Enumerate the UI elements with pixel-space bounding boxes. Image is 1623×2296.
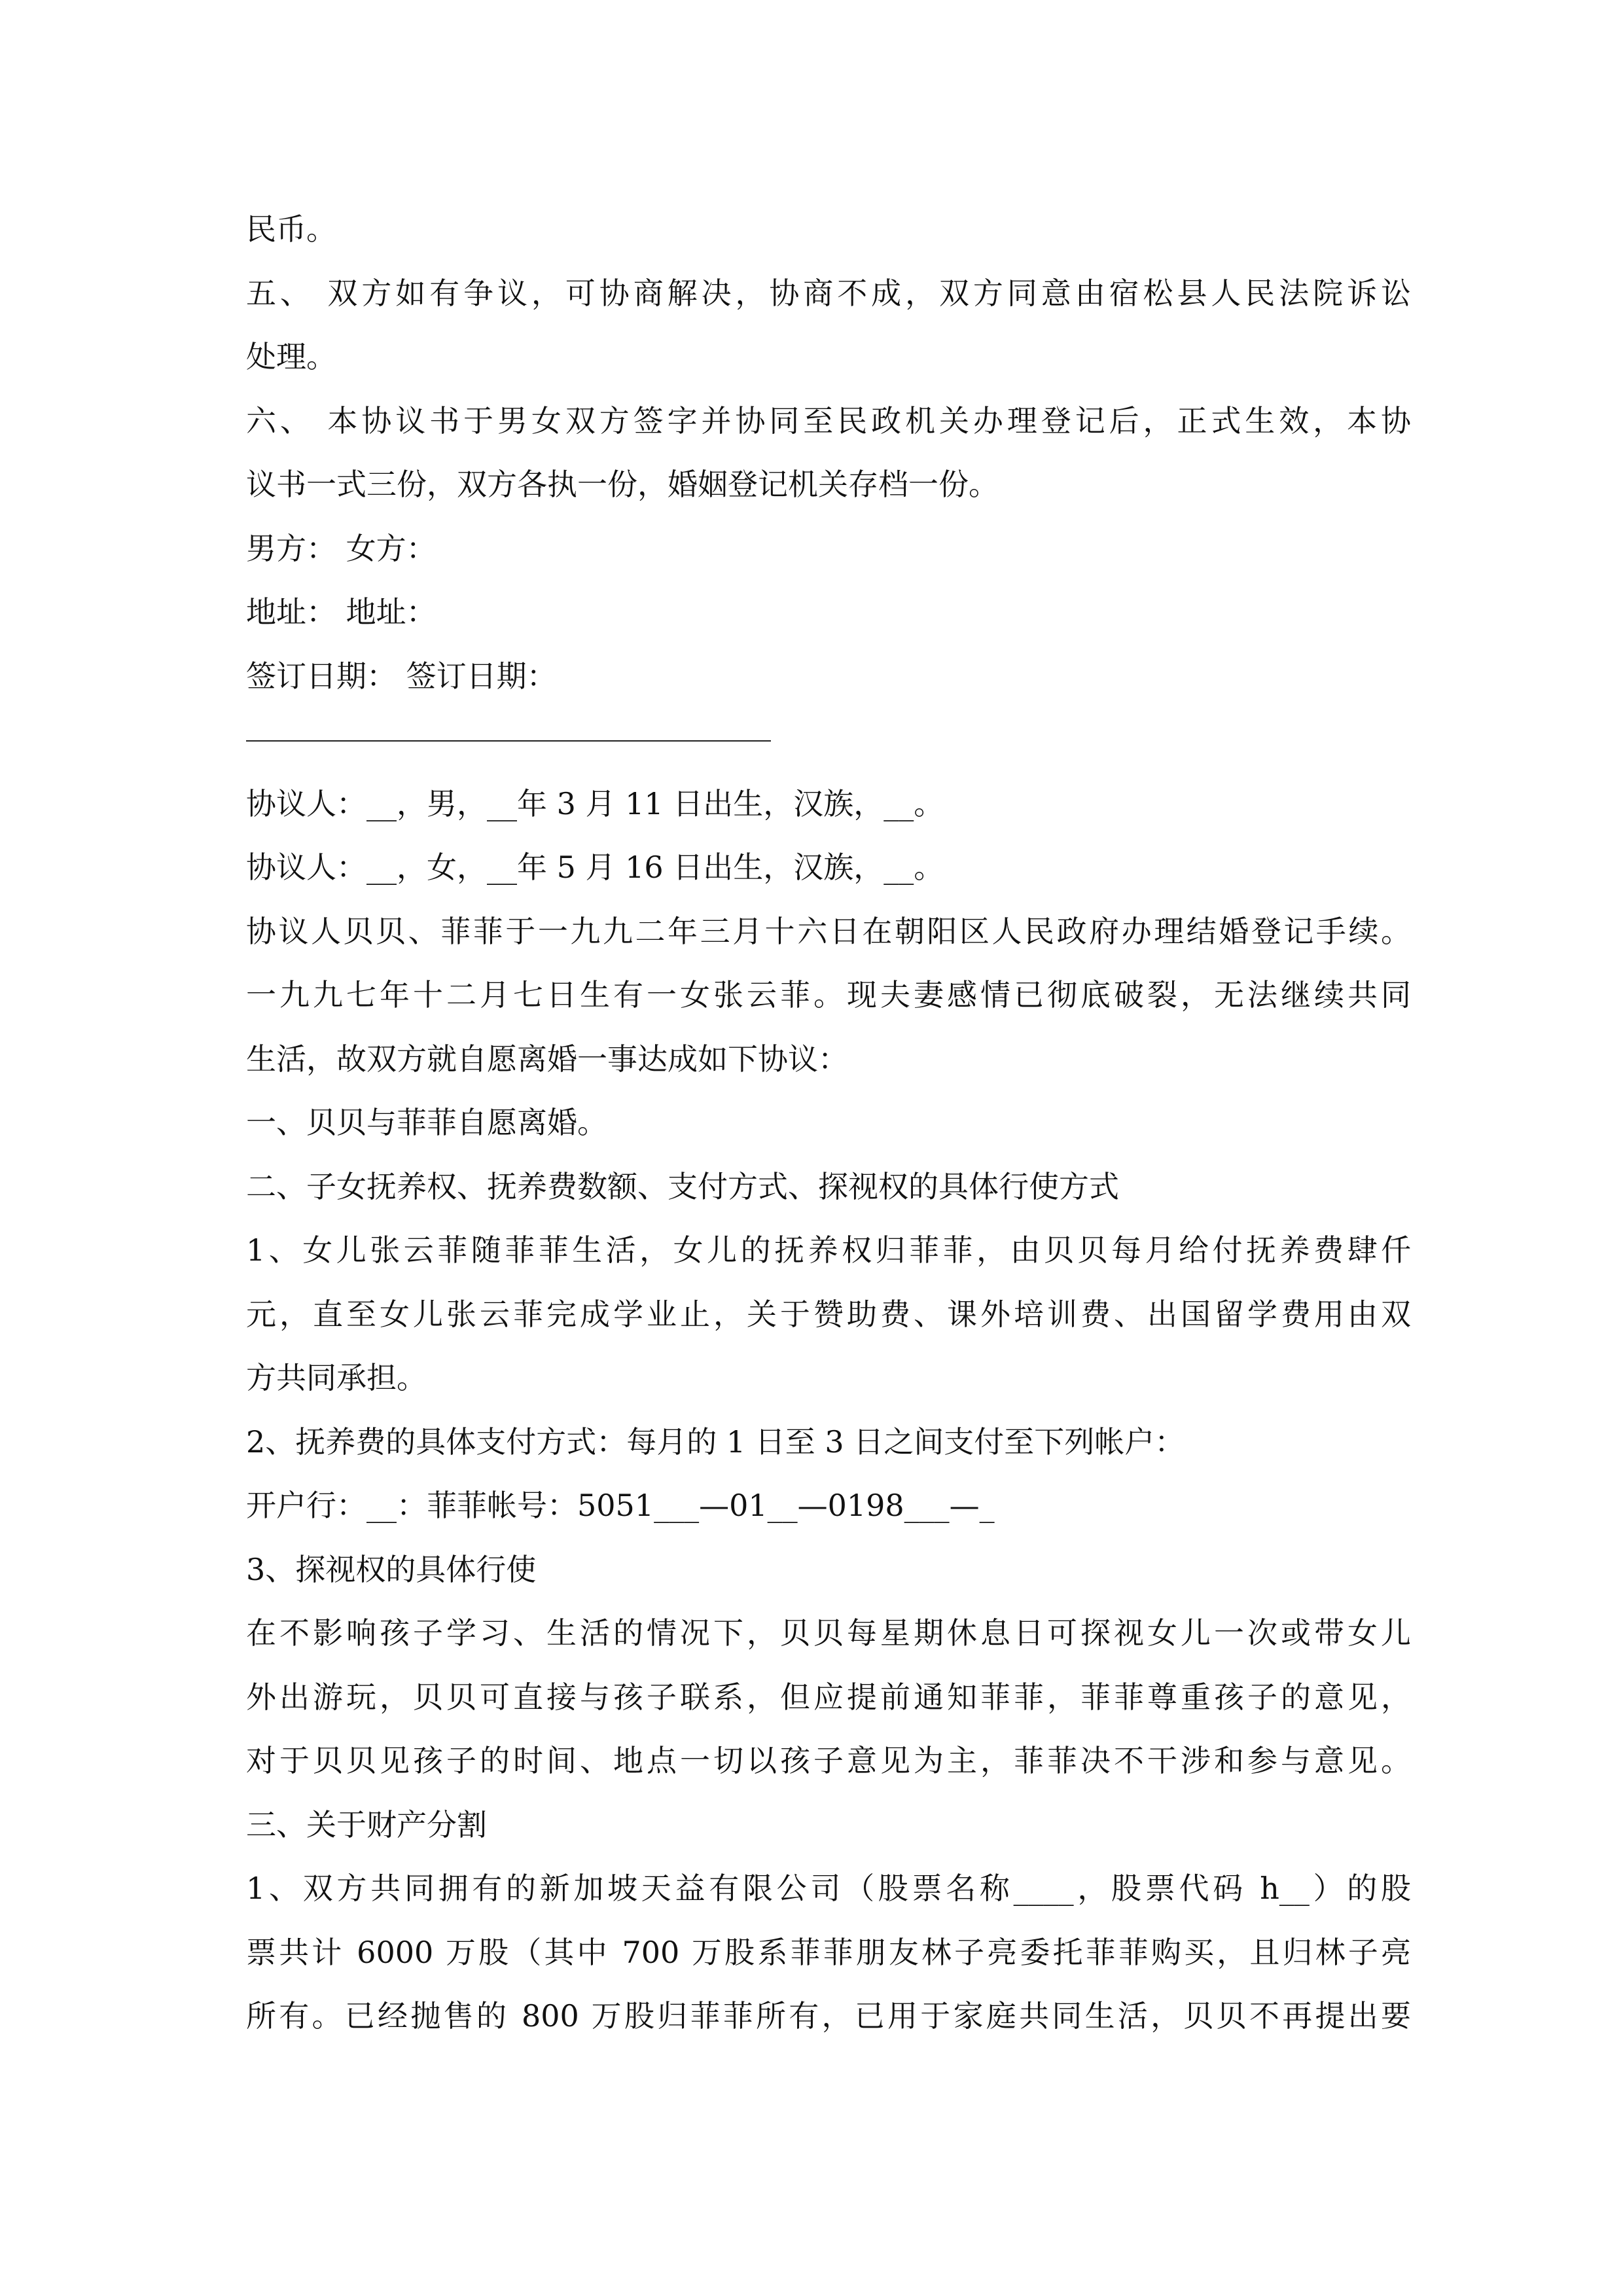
visitation-line-2: 外出游玩，贝贝可直接与孩子联系，但应提前通知菲菲，菲菲尊重孩子的意见， [246, 1679, 1411, 1715]
article-2-heading: 二、子女抚养权、抚养费数额、支付方式、探视权的具体行使方式 [246, 1168, 1119, 1204]
clause-6-line-2: 议书一式三份，双方各执一份，婚姻登记机关存档一份。 [246, 467, 999, 502]
article-3-item-1-line-2: 票共计 6000 万股（其中 700 万股系菲菲朋友林子亮委托菲菲购买，且归林子亮 [246, 1934, 1411, 1970]
document-body [246, 198, 1411, 2049]
signature-address-labels: 地址： 地址： [246, 594, 437, 630]
article-2-item-1-line-3: 方共同承担。 [246, 1360, 427, 1395]
intro-line-2: 一九九七年十二月七日生有一女张云菲。现夫妻感情已彻底破裂，无法继续共同 [246, 977, 1411, 1013]
visitation-line-1: 在不影响孩子学习、生活的情况下，贝贝每星期休息日可探视女儿一次或带女儿 [246, 1615, 1411, 1651]
clause-5-line-1: 五、 双方如有争议，可协商解决，协商不成，双方同意由宿松县人民法院诉讼 [246, 275, 1411, 311]
intro-line-3: 生活，故双方就自愿离婚一事达成如下协议： [246, 1041, 848, 1077]
signature-date-labels: 签订日期： 签订日期： [246, 658, 557, 694]
clause-5-line-2: 处理。 [246, 339, 336, 374]
party-2-info: 协议人：__，女，__年 5 月 16 日出生，汉族，__。 [246, 850, 944, 885]
clause-6-line-1: 六、 本协议书于男女双方签字并协同至民政机关办理登记后，正式生效，本协 [246, 403, 1411, 439]
divider-rule [246, 740, 771, 742]
article-1: 一、贝贝与菲菲自愿离婚。 [246, 1105, 607, 1140]
signature-party-labels: 男方： 女方： [246, 530, 437, 566]
visitation-line-3: 对于贝贝见孩子的时间、地点一切以孩子意见为主，菲菲决不干涉和参与意见。 [246, 1743, 1411, 1778]
article-2-item-1-line-2: 元，直至女儿张云菲完成学业止，关于赞助费、课外培训费、出国留学费用由双 [246, 1296, 1411, 1332]
article-2-item-1-line-1: 1、女儿张云菲随菲菲生活，女儿的抚养权归菲菲，由贝贝每月给付抚养费肆仟 [246, 1232, 1411, 1268]
intro-line-1: 协议人贝贝、菲菲于一九九二年三月十六日在朝阳区人民政府办理结婚登记手续。 [246, 913, 1411, 949]
article-2-item-2: 2、抚养费的具体支付方式：每月的 1 日至 3 日之间支付至下列帐户： [246, 1424, 1185, 1460]
article-3-heading: 三、关于财产分割 [246, 1806, 487, 1842]
paragraph-line: 民币。 [246, 211, 336, 247]
article-2-item-3-heading: 3、探视权的具体行使 [246, 1551, 537, 1587]
party-1-info: 协议人：__，男，__年 3 月 11 日出生，汉族，__。 [246, 785, 944, 821]
article-3-item-1-line-3: 所有。已经抛售的 800 万股归菲菲所有，已用于家庭共同生活，贝贝不再提出要 [246, 1998, 1411, 2034]
bank-account-line: 开户行：__：菲菲帐号：5051___—01__—0198___—_ [246, 1488, 995, 1523]
article-3-item-1-line-1: 1、双方共同拥有的新加坡天益有限公司（股票名称____，股票代码 h__）的股 [246, 1871, 1411, 1906]
section-divider [246, 708, 1411, 772]
